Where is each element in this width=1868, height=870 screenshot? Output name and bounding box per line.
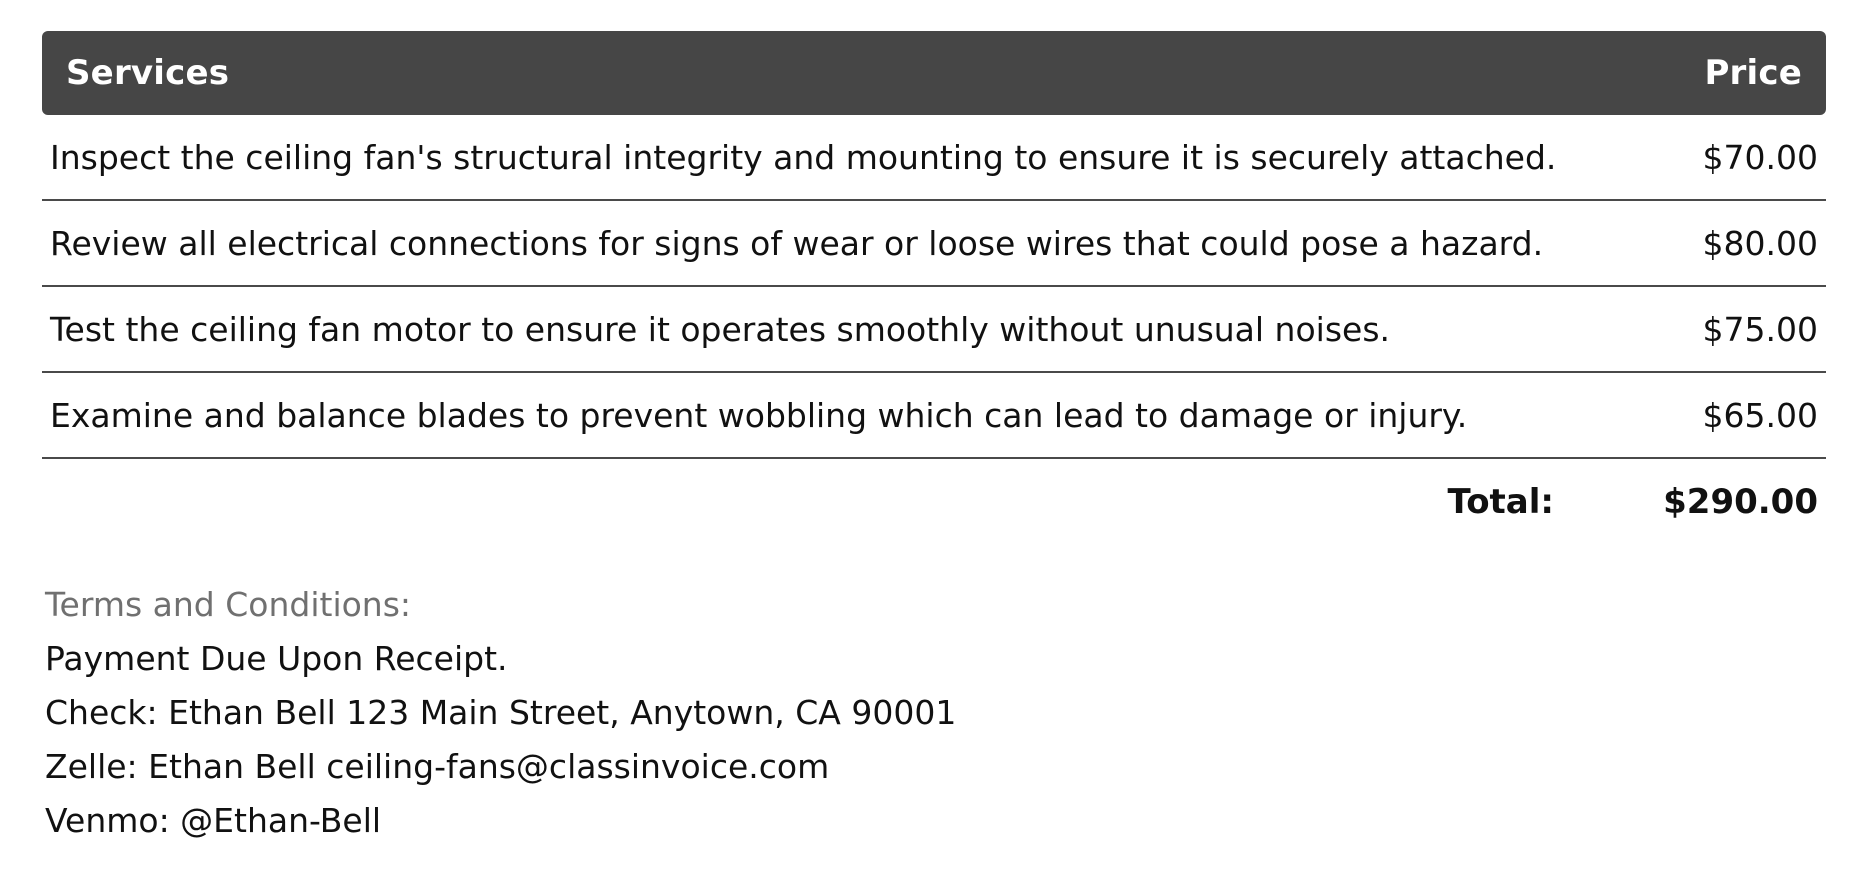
zelle-payment-line: Zelle: Ethan Bell ceiling-fans@classinvoice.com	[45, 747, 830, 786]
check-payment-line: Check: Ethan Bell 123 Main Street, Anytown, CA 90001	[45, 693, 957, 732]
service-price: $65.00	[1702, 395, 1818, 435]
terms-title: Terms and Conditions:	[45, 585, 412, 624]
service-price: $75.00	[1702, 309, 1818, 349]
venmo-payment-line: Venmo: @Ethan-Bell	[45, 801, 382, 840]
table-row	[42, 287, 1826, 373]
table-row	[42, 201, 1826, 287]
service-description: Test the ceiling fan motor to ensure it operates smoothly without unusual noises.	[50, 309, 1391, 349]
table-row	[42, 373, 1826, 459]
service-price: $80.00	[1702, 223, 1818, 263]
services-table	[42, 31, 1826, 545]
services-column-header: Services	[66, 53, 230, 93]
price-column-header: Price	[1704, 53, 1802, 93]
service-description: Inspect the ceiling fan's structural integrity and mounting to ensure it is securely attached.	[50, 137, 1557, 177]
total-row	[42, 459, 1826, 545]
service-description: Examine and balance blades to prevent wobbling which can lead to damage or injury.	[50, 395, 1468, 435]
total-value: $290.00	[1663, 482, 1818, 522]
service-description: Review all electrical connections for signs of wear or loose wires that could pose a hazard.	[50, 223, 1544, 263]
table-row	[42, 115, 1826, 201]
terms-section	[45, 578, 956, 848]
total-label: Total:	[1447, 482, 1554, 522]
service-price: $70.00	[1702, 137, 1818, 177]
table-header	[42, 31, 1826, 115]
payment-due-line: Payment Due Upon Receipt.	[45, 639, 508, 678]
